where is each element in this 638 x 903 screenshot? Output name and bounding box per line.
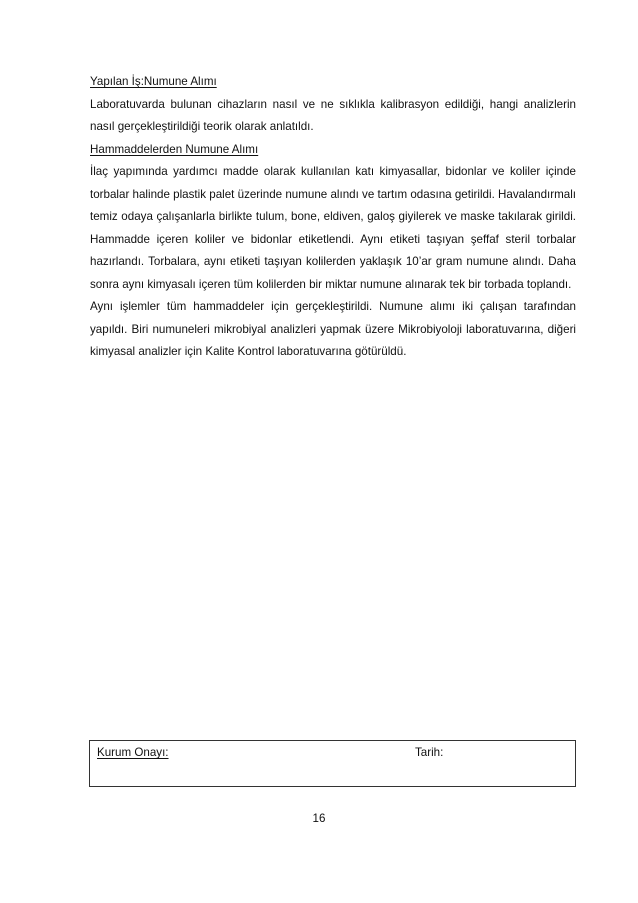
approval-box — [89, 740, 576, 787]
subheading: Hammaddelerden Numune Alımı — [90, 142, 259, 156]
section-heading: Yapılan İş:Numune Alımı — [90, 75, 217, 88]
closing-paragraph: Aynı işlemler tüm hammaddeler için gerçekleştirildi. Numune alımı iki çalışan tarafından yapıldı. Biri numuneleri mikrobiyal analizleri yapmak üzere Mikrobiyoloji laboratuvarına, diğeri kimyasal analizler için Kalite Kontrol laboratuvarına götürüldü. — [90, 300, 576, 358]
body-paragraph: İlaç yapımında yardımcı madde olarak kullanılan katı kimyasallar, bidonlar ve koliler içinde torbalar halinde plastik palet üzerinde numune alındı ve tartım odasına getirildi. Havalandırmalı temiz odaya çalışanlarla birlikte tulum, bone, eldiven, galoş giyilerek ve maske takılarak girildi. Hammadde içeren koliler ve bidonlar etiketlendi. Aynı etiketi taşıyan şeffaf steril torbalar hazırlandı. Torbalara, aynı etiketi taşıyan kolilerden yaklaşık 10’ar gram numune alındı. Daha sonra aynı kimyasalı içeren tüm kolilerden bir miktar numune alınarak tek bir torbada toplandı. — [90, 165, 576, 291]
approval-label: Kurum Onayı: — [97, 746, 169, 759]
intro-paragraph: Laboratuvarda bulunan cihazların nasıl ve ne sıklıkla kalibrasyon edildiği, hangi analizlerin nasıl gerçekleştirildiği teorik olarak anlatıldı. — [90, 97, 576, 133]
page-content — [90, 71, 576, 364]
page-number: 16 — [312, 812, 326, 825]
date-label: Tarih: — [415, 746, 444, 759]
